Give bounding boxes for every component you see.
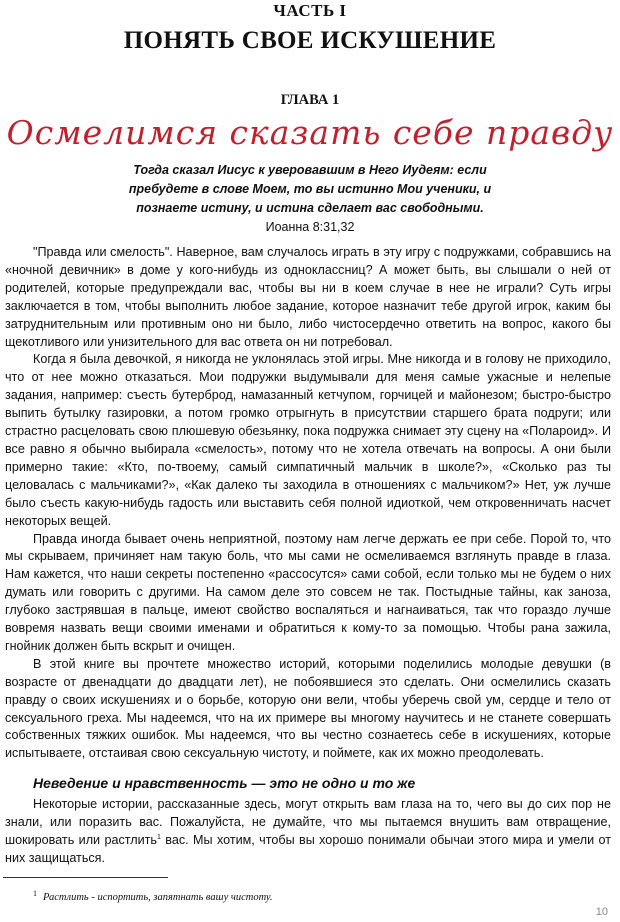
section-text — [5, 796, 611, 868]
epigraph-reference: Иоанна 8:31,32 — [265, 220, 355, 234]
paragraph — [5, 796, 611, 868]
footnote-reference[interactable]: 1 — [156, 833, 161, 841]
footnote-text: Растлить - испортить, запятнать вашу чистоту. — [43, 892, 273, 903]
paragraph: Правда иногда бывает очень неприятной, поэтому нам легче держать ее при себе. Порой то, что мы скрываем, причиняет нам такую боль, что мы сами не осмеливаемся взглянуть правде в глаза. Нам кажется, что наши секреты постепенно «рассосутся» сами собой, если только мы не будем о них думать или говорить с другими. На самом деле это совсем не так. Постыдные тайны, как заноза, глубоко застрявшая в пальце, имеют свойство воспаляться и нагнаиваться, так что гораздо лучше вовремя назвать вещи своими именами и обратиться к кому-то за помощью. Чтобы рана зажила, гнойник должен быть вскрыт и очищен. — [5, 531, 611, 653]
paragraph: Когда я была девочкой, я никогда не уклонялась этой игры. Мне никогда и в голову не приходило, что от нее можно отказаться. Мои подружки выдумывали для меня самые ужасные и нелепые задания, например: съесть бутерброд, намазанный кетчупом, горчицей и майонезом; быстро-быстро выпить бутылку газировки, а потом громко отрыгнуть в присутствии старшего брата подруги; или страстно расцеловать свою плюшевую обезьянку, пока подружка снимает эту сцену на «Полароид». И все равно я обычно выбирала «смелость», потому что не хотела отвечать на вопросы. А они были примерно такие: «Кто, по-твоему, самый симпатичный мальчик в школе?», «Сколько раз ты целовалась с мальчиками?», «Как далеко ты заходила в отношениях с мальчиком?» Нет, уж лучше было съесть какую-нибудь гадость или выставить себя полной идиоткой, чем откровенничать насчет некоторых вещей. — [5, 352, 611, 528]
chapter-title: Осмелимся сказать себе правду — [6, 113, 614, 152]
section-heading: Неведение и нравственность — это не одно и то же — [33, 775, 416, 791]
chapter-label: ГЛАВА 1 — [280, 92, 340, 108]
epigraph — [80, 161, 540, 237]
epigraph-line: познаете истину, и истина сделает вас свободными. — [136, 201, 484, 215]
footnote-divider — [3, 877, 168, 878]
footnote-number: 1 — [33, 889, 37, 898]
footnote — [33, 887, 273, 905]
epigraph-line: Тогда сказал Иисус к уверовавшим в Него Иудеям: если — [133, 163, 487, 177]
epigraph-line: пребудете в слове Моем, то вы истинно Мои ученики, и — [128, 182, 492, 196]
paragraph-text: Некоторые истории, рассказанные здесь, могут открыть вам глаза на то, чего вы до сих пор не знали, или поразить вас. Пожалуйста, не думайте, что мы пытаемся внушить вам отвращение, шокировать или растлить — [5, 797, 611, 847]
main-text — [5, 244, 611, 763]
paragraph: "Правда или смелость". Наверное, вам случалось играть в эту игру с подружками, собравшись на «ночной девичник» в доме у кого-нибудь из одноклассниц? А может быть, вы слышали о ней от родителей, которые предупреждали вас, чтобы вы ни в коем случае в нее не играли? Суть игры заключается в том, чтобы выполнить любое задание, которое назначит тебе другой игрок, каким бы затруднительным или противным оно ни было, либо чистосердечно ответить на вопрос, какого бы щекотливого или унизительного для вас ответа он ни потребовал. — [5, 245, 611, 349]
page-number: 10 — [595, 906, 608, 918]
paragraph: В этой книге вы прочтете множество историй, которыми поделились молодые девушки (в возрасте от двенадцати до двадцати лет), не побоявшиеся это сделать. Они осмелились сказать правду о своих искушениях и о борьбе, которую они вели, чтобы уберечь свой ум, сердце и тело от сексуального греха. Мы надеемся, что на их примере вы многому научитесь и не станете совершать собственных тяжких ошибок. Мы надеемся, что вы честно сознаетесь себе в искушениях, которые испытываете, отстаивая свою сексуальную чистоту, и поймете, как их можно преодолевать. — [5, 656, 611, 761]
part-label: ЧАСТЬ I — [273, 1, 347, 20]
part-title: ПОНЯТЬ СВОЕ ИСКУШЕНИЕ — [123, 27, 497, 54]
paragraph-text: вас. Мы хотим, чтобы вы хорошо понимали обычаи этого мира и умели от них защищаться. — [5, 832, 611, 865]
